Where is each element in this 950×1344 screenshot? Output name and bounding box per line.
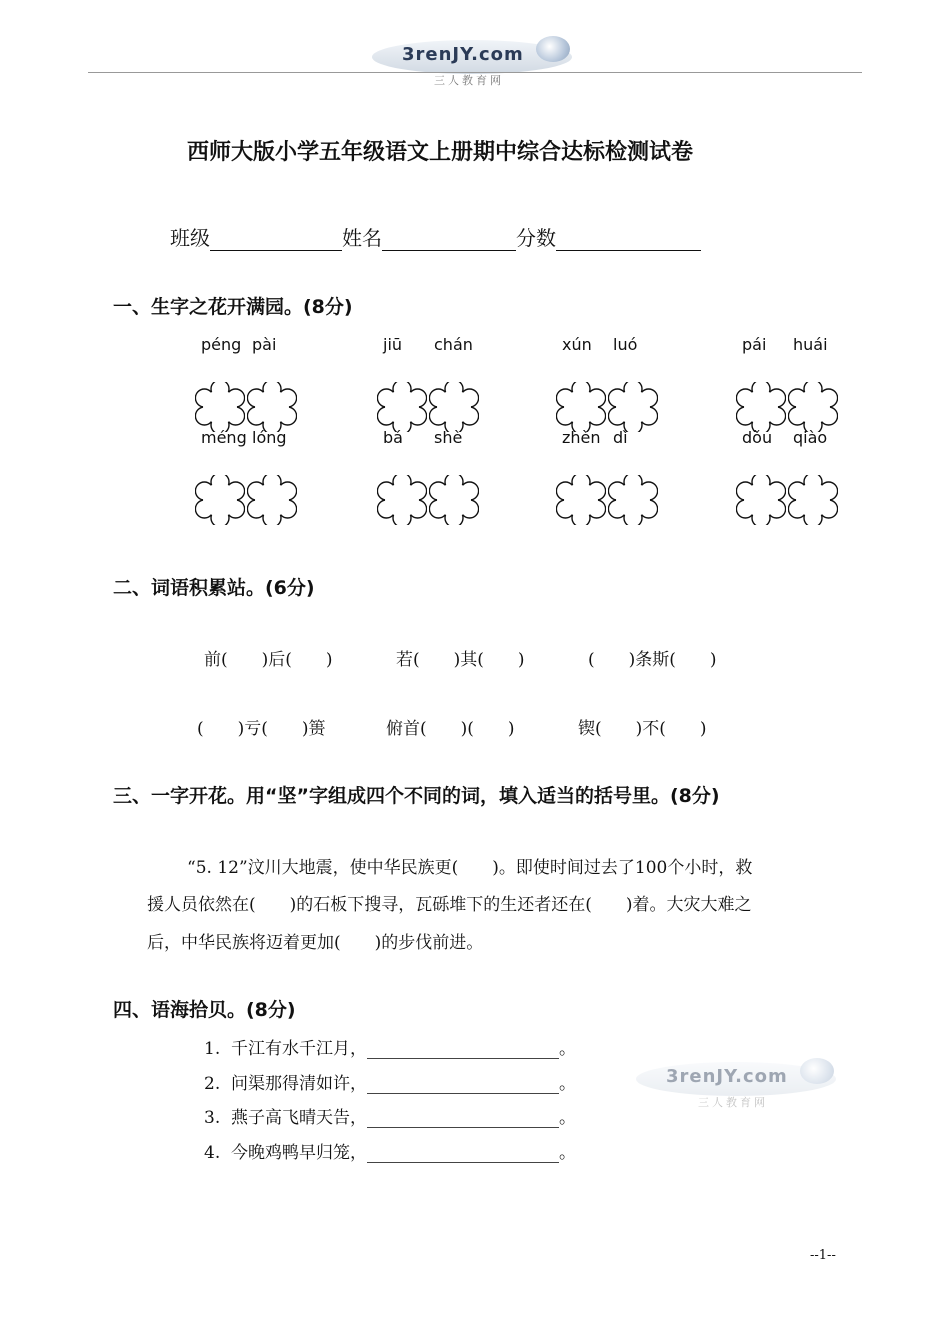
pinyin-label: qiào: [793, 428, 828, 447]
pinyin-label: zhèn: [562, 428, 601, 447]
page-number: --1--: [810, 1248, 836, 1263]
pinyin-label: luó: [613, 335, 638, 354]
proverb-text: 问渠那得清如许，: [231, 1074, 368, 1094]
pinyin-label: huái: [793, 335, 828, 354]
proverb-item: [204, 1069, 576, 1094]
pinyin-label: dì: [613, 428, 628, 447]
flower-answer-box[interactable]: [788, 475, 838, 529]
end-mark: 。: [559, 1108, 577, 1128]
end-mark: 。: [559, 1039, 577, 1059]
logo-swirl-icon: [800, 1058, 834, 1084]
flower-answer-box[interactable]: [195, 475, 245, 529]
answer-blank[interactable]: [367, 1146, 559, 1163]
pinyin-label: jiū: [383, 335, 403, 354]
passage-line-3: 后，中华民族将迈着更加( )的步伐前进。: [147, 933, 484, 953]
flower-answer-box[interactable]: [608, 475, 658, 529]
end-mark: 。: [559, 1143, 577, 1163]
info-row: [170, 222, 701, 251]
idiom-3: ( )条斯( ): [588, 650, 717, 670]
passage-line-2: 援人员依然在( )的石板下搜寻，瓦砾堆下的生还者还在( )着。大灾大难之: [147, 895, 752, 915]
idiom-1: 前( )后( ): [204, 650, 333, 670]
proverb-text: 今晚鸡鸭早归笼，: [231, 1143, 368, 1163]
class-label: 班级: [170, 226, 210, 250]
name-label: 姓名: [342, 226, 382, 250]
proverb-text: 燕子高飞晴天告，: [231, 1108, 368, 1128]
pinyin-label: dǒu: [742, 428, 773, 447]
name-blank[interactable]: [382, 228, 516, 251]
pinyin-label: péng: [201, 335, 242, 354]
proverb-num: 2.: [204, 1074, 221, 1094]
answer-blank[interactable]: [367, 1077, 559, 1094]
logo-swirl-icon: [536, 36, 570, 62]
class-blank[interactable]: [210, 228, 342, 251]
section4-heading: 四、语海拾贝。(8分): [113, 999, 296, 1021]
proverb-item: [204, 1034, 576, 1059]
pinyin-label: lóng: [252, 428, 287, 447]
watermark-logo: [636, 1058, 846, 1118]
pinyin-label: bá: [383, 428, 403, 447]
pinyin-label: méng: [201, 428, 247, 447]
proverb-num: 4.: [204, 1143, 221, 1163]
score-blank[interactable]: [556, 228, 701, 251]
answer-blank[interactable]: [367, 1042, 559, 1059]
flower-answer-box[interactable]: [556, 475, 606, 529]
pinyin-label: pái: [742, 335, 767, 354]
flower-answer-box[interactable]: [736, 475, 786, 529]
pinyin-label: xún: [562, 335, 592, 354]
header-divider: [88, 72, 862, 73]
logo-subtitle: 三人教育网: [434, 74, 504, 87]
logo-text: 3renJY.com: [402, 44, 524, 65]
pinyin-label: chán: [434, 335, 473, 354]
flower-answer-box[interactable]: [377, 475, 427, 529]
logo-text: 3renJY.com: [666, 1066, 788, 1087]
proverb-num: 1.: [204, 1039, 221, 1059]
proverb-item: [204, 1138, 576, 1163]
flower-answer-box[interactable]: [429, 475, 479, 529]
answer-blank[interactable]: [367, 1111, 559, 1128]
proverb-num: 3.: [204, 1108, 221, 1128]
end-mark: 。: [559, 1074, 577, 1094]
header-logo: [372, 36, 582, 96]
page-title: 西师大版小学五年级语文上册期中综合达标检测试卷: [186, 140, 693, 165]
section1-heading: 一、生字之花开满园。(8分): [113, 296, 353, 318]
passage-line-1: “5. 12”汶川大地震，使中华民族更( )。即使时间过去了100个小时，救: [187, 858, 753, 878]
flower-answer-box[interactable]: [247, 475, 297, 529]
idiom-5: 俯首( )( ): [386, 719, 515, 739]
logo-subtitle: 三人教育网: [698, 1096, 768, 1109]
proverb-item: [204, 1103, 576, 1128]
idiom-4: ( )亏( )篑: [197, 719, 326, 739]
section2-heading: 二、词语积累站。(6分): [113, 577, 315, 599]
idiom-2: 若( )其( ): [396, 650, 525, 670]
proverb-text: 千江有水千江月，: [231, 1039, 368, 1059]
pinyin-label: pài: [252, 335, 277, 354]
pinyin-label: shè: [434, 428, 463, 447]
section3-heading: 三、一字开花。用“坚”字组成四个不同的词，填入适当的括号里。(8分): [113, 785, 720, 807]
idiom-6: 锲( )不( ): [578, 719, 707, 739]
score-label: 分数: [516, 226, 556, 250]
